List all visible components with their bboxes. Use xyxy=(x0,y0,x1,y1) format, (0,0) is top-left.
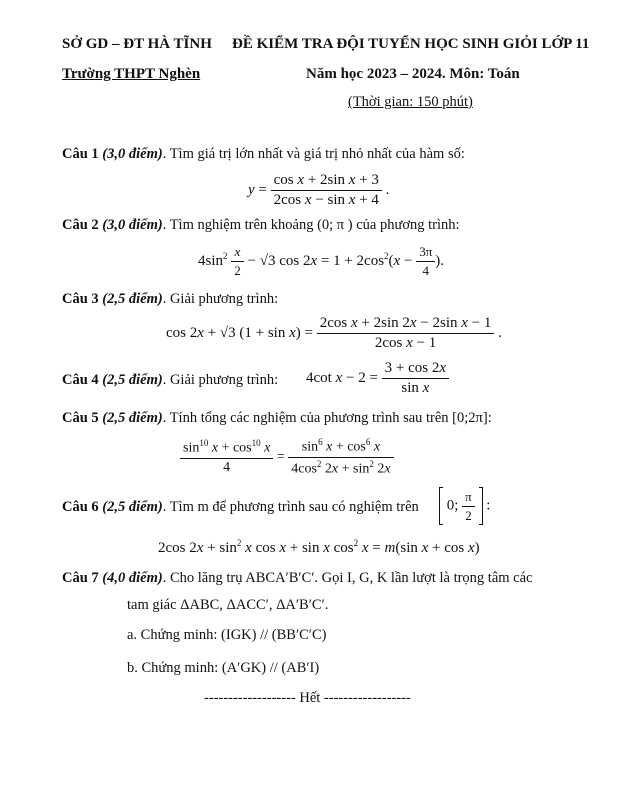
question-7 xyxy=(62,570,532,587)
q2-label: Câu 2 xyxy=(62,217,99,233)
q7-part-b: b. Chứng minh: (A′GK) // (AB′I) xyxy=(127,660,320,676)
q7-text: . Cho lăng trụ ABCA′B′C′. Gọi I, G, K lần lượt là trọng tâm các xyxy=(162,570,533,586)
q1-text: . Tìm giá trị lớn nhất và giá trị nhỏ nhất của hàm số: xyxy=(162,146,465,162)
q3-formula: cos 2x + √3 (1 + sin x) = $\frac{\text{2cos x + 2sin 2x − 2sin x − 1}}{\text{2cos x − 1}}$ . xyxy=(166,315,502,351)
question-3 xyxy=(62,291,278,308)
exam-time: (Thời gian: 150 phút) xyxy=(348,94,473,110)
school-name: Trường THPT Nghèn xyxy=(62,66,201,82)
q7-points: (4,0 điểm) xyxy=(102,570,163,586)
q2-points: (3,0 điểm) xyxy=(102,217,163,233)
q6-interval: 0; $\frac{\pi}{2}$ : xyxy=(439,487,490,525)
question-2 xyxy=(62,217,460,234)
q3-label: Câu 3 xyxy=(62,291,99,307)
q4-formula: 4cot x − 2 = $\frac{3 + \cos 2x}{\text{sin x}}$ xyxy=(306,360,449,397)
q3-text: . Giải phương trình: xyxy=(162,291,279,307)
q1-formula: y = $\frac{\text{cos x + 2sin x + 3}}{\text{2cos x − sin x + 4}}$ . xyxy=(248,172,390,208)
question-5 xyxy=(62,410,492,427)
q2-text: . Tìm nghiệm trên khoảng (0; π ) của phương trình: xyxy=(162,217,460,233)
q4-label: Câu 4 xyxy=(62,372,99,388)
q7-line2: tam giác ΔABC, ΔACC′, ΔA′B′C′. xyxy=(127,597,329,613)
question-6 xyxy=(62,499,419,516)
dept-name: SỞ GD – ĐT HÀ TĨNH xyxy=(62,36,212,52)
question-1 xyxy=(62,146,465,163)
exam-title: ĐỀ KIỂM TRA ĐỘI TUYỂN HỌC SINH GIỎI LỚP 11 xyxy=(232,36,590,52)
q4-points: (2,5 điểm) xyxy=(102,372,163,388)
q5-points: (2,5 điểm) xyxy=(102,410,163,426)
q6-formula: 2cos $2x + \sin^2 x$ cos x + sin x $\cos^2 x = m(\sin$ x + cos x) xyxy=(158,538,480,556)
q1-label: Câu 1 xyxy=(62,146,99,162)
q5-formula: $\frac{\sin^{10} x + \cos^{10} x}{4}$ = $\frac{\sin^6 x + \cos^6 x}{4\cos^2 2x + \sin^2 2x}$ xyxy=(180,437,394,477)
school-year: Năm học 2023 – 2024. Môn: Toán xyxy=(306,66,520,82)
q5-label: Câu 5 xyxy=(62,410,99,426)
q6-points: (2,5 điểm) xyxy=(102,499,163,515)
q6-label: Câu 6 xyxy=(62,499,99,515)
q5-text: . Tính tổng các nghiệm của phương trình sau trên [0;2π]: xyxy=(162,410,492,426)
q2-formula: $4\sin^2$ $\frac{x}{2}$ − √3 $\cos 2x = 1 + 2\cos^2(x$ − $\frac{3\pi}{4}$ ). xyxy=(198,244,445,278)
q4-text: . Giải phương trình: xyxy=(162,372,279,388)
q3-points: (2,5 điểm) xyxy=(102,291,163,307)
end-marker: ------------------- Hết ------------------ xyxy=(204,690,411,706)
q6-text: . Tìm m để phương trình sau có nghiệm trên xyxy=(162,499,419,515)
question-4 xyxy=(62,372,278,389)
q7-part-a: a. Chứng minh: (IGK) // (BB′C′C) xyxy=(127,627,327,643)
q1-points: (3,0 điểm) xyxy=(102,146,163,162)
q7-label: Câu 7 xyxy=(62,570,99,586)
